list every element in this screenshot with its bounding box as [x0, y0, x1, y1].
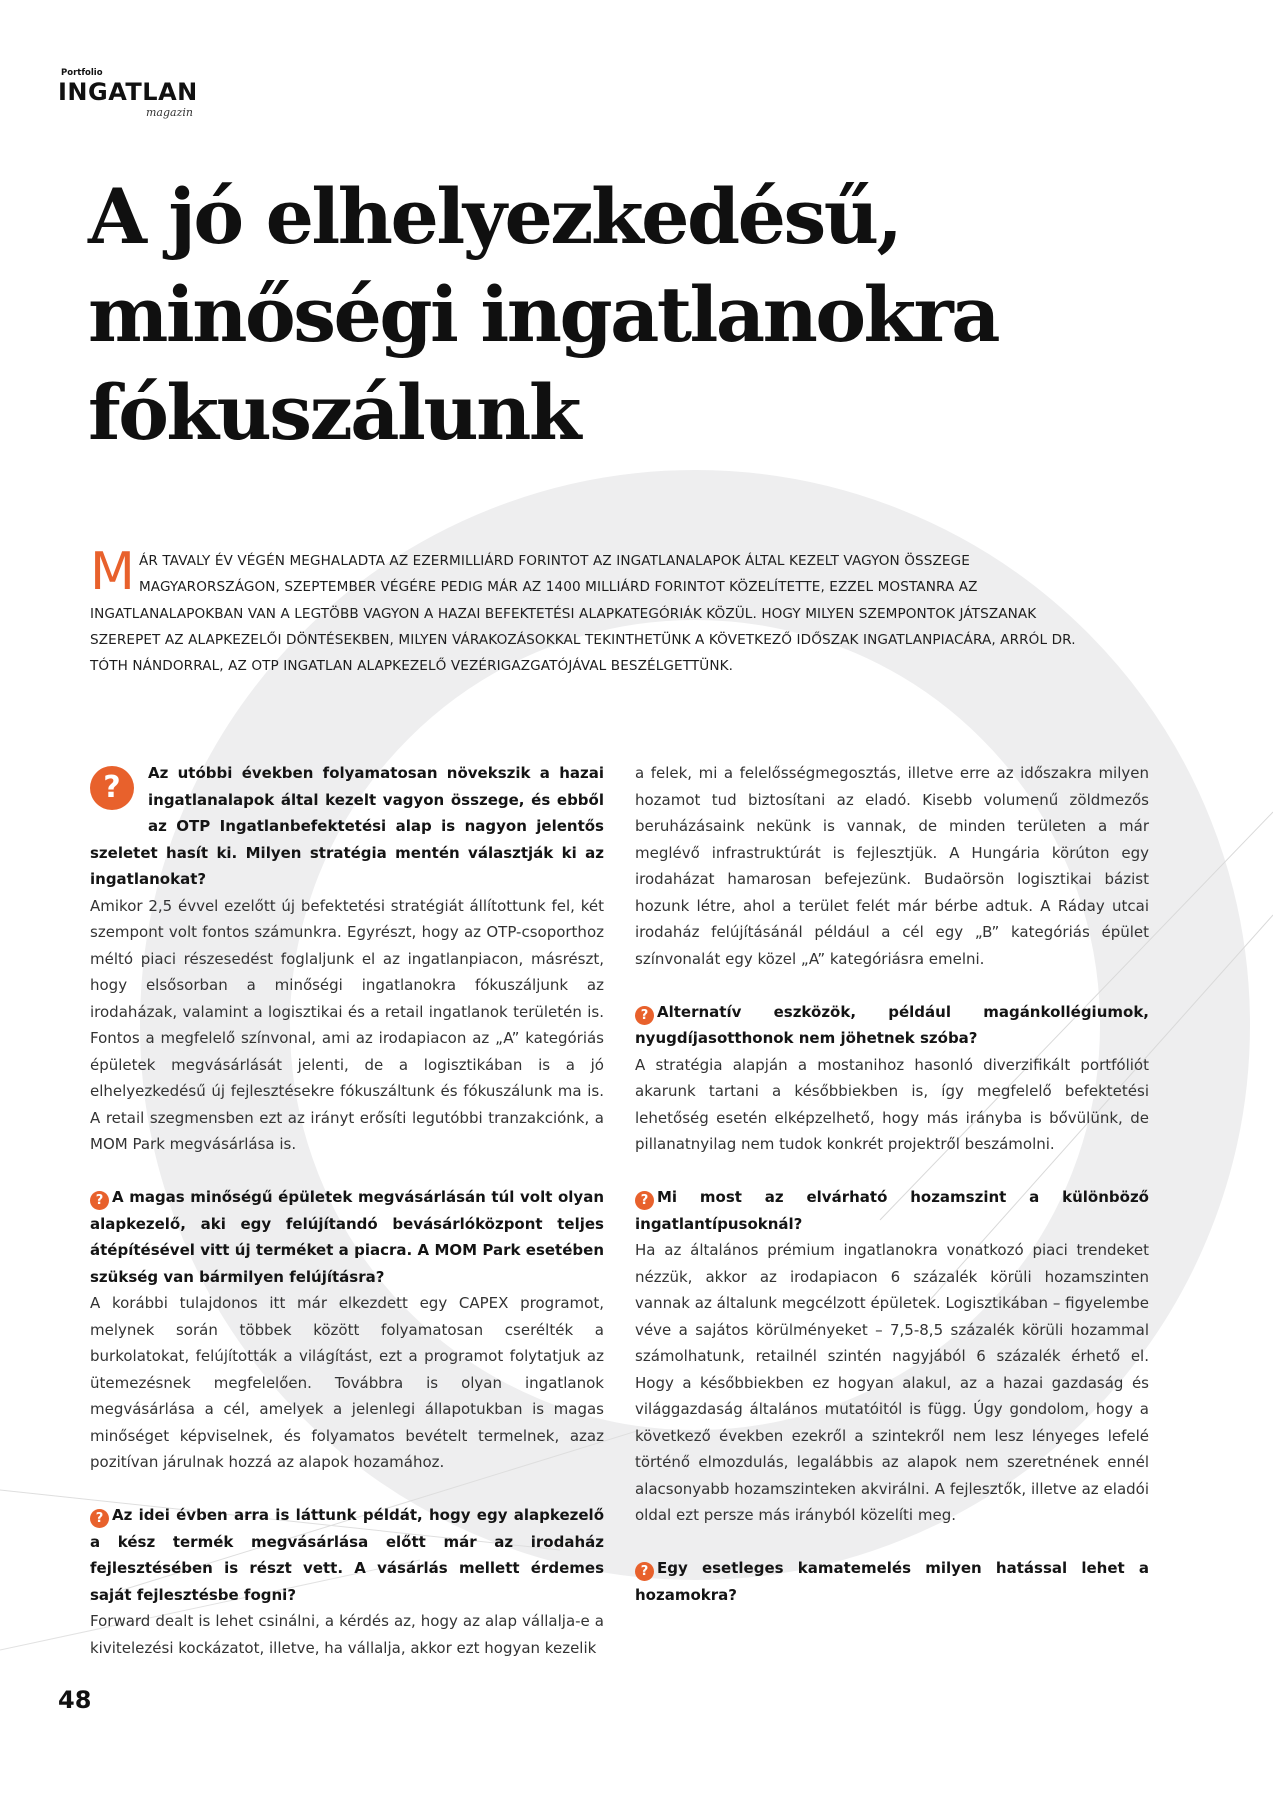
answer-3-continued: a felek, mi a felelősségmegosztás, illetve erre az időszakra milyen hozamot tud biztosítani az eladó. Kisebb volumenű zöldmezős beruházásaink nekünk is vannak, de minden területen a már meglévő infrastruktúrát is fejlesztjük. A Hungária körúton egy irodaházat hamarosan befejezünk. Budaörsön logisztikai bázist hozunk létre, ahol a terület felét már bérbe adtuk. A Ráday utcai irodaház felújításánál például a cél egy „B” kategóriás épület színvonalát egy közel „A” kategóriásra emelni.	[635, 764, 1149, 968]
headline-line-1: A jó elhelyezkedésű,	[88, 172, 901, 261]
question-5-text: Mi most az elvárható hozamszint a különböző ingatlantípusoknál?	[635, 1188, 1149, 1233]
question-6	[635, 1555, 1149, 1608]
answer-2: A korábbi tulajdonos itt már elkezdett egy CAPEX programot, melynek során többek között folyamatosan cserélték a burkolatokat, felújították a világítást, ezt a programot folytatjuk az ütemezésnek megfelelően. Továbbra is olyan ingatlanok megvásárlása a cél, amelyek a jelenlegi állapotukban is magas minőséget képviselnek, és folyamatos bevételt termelnek, azaz pozitívan járulnak hozzá az alapok hozamához.	[90, 1294, 604, 1471]
question-mark-icon: ?	[635, 1006, 654, 1025]
logo-subtitle: magazin	[146, 106, 193, 119]
headline-line-3: fókuszálunk	[88, 368, 580, 457]
question-mark-icon: ?	[635, 1562, 654, 1581]
left-column	[90, 760, 604, 1661]
logo-portfolio: Portfolio	[61, 68, 103, 78]
answer-5: Ha az általános prémium ingatlanokra vonatkozó piaci trendeket nézzük, akkor az irodapiacon 6 százalék körüli hozamszinten vannak az általunk megcélzott épületek. Logisztikában – figyelembe véve a sajátos körülményeket – 7,5-8,5 százalék körüli hozammal számolhatunk, retailnél szintén nagyjából 6 százalék érhető el. Hogy a későbbiekben ez hogyan alakul, az a hazai gazdaság és világgazdaság általános mutatóitól is függ. Úgy gondolom, hogy a következő években ezekről a szintekről nem lesz lényeges lefelé történő elmozdulás, legalábbis az alapok nem szeretnének ennél alacsonyabb hozamszinteken akvirálni. A fejlesztők, illetve az eladói oldal ezt persze más irányból közelíti meg.	[635, 1241, 1149, 1524]
lead-dropcap: M	[90, 542, 135, 602]
page-number: 48	[58, 1686, 92, 1714]
lead-paragraph	[90, 542, 1102, 679]
question-1-text: Az utóbbi években folyamatosan növekszik a hazai ingatlanalapok által kezelt vagyon összege, és ebből az OTP Ingatlanbefektetési alap is nagyon jelentős szeletet hasít ki. Milyen stratégia mentén választják ki az ingatlanokat?	[90, 764, 604, 888]
question-4	[635, 999, 1149, 1052]
question-5	[635, 1184, 1149, 1237]
lead-text: ÁR TAVALY ÉV VÉGÉN MEGHALADTA AZ EZERMILLIÁRD FORINTOT AZ INGATLANALAPOK ÁLTAL KEZELT VAGYON ÖSSZEGE MAGYARORSZÁGON, SZEPTEMBER VÉGÉRE PEDIG MÁR AZ 1400 MILLIÁRD FORINTOT KÖZELÍTETTE, EZZEL MOSTANRA AZ INGATLANALAPOKBAN VAN A LEGTÖBB VAGYON A HAZAI BEFEKTETÉSI ALAPKATEGÓRIÁK KÖZÜL. HOGY MILYEN SZEMPONTOK JÁTSZANAK SZEREPET AZ ALAPKEZELŐI DÖNTÉSEKBEN, MILYEN VÁRAKOZÁSOKKAL TEKINTHETÜNK A KÖVETKEZŐ IDŐSZAK INGATLANPIACÁRA, ARRÓL DR. TÓTH NÁNDORRAL, AZ OTP INGATLAN ALAPKEZELŐ VEZÉRIGAZGATÓJÁVAL BESZÉLGETTÜNK.	[90, 553, 1076, 675]
logo-title: INGATLAN	[58, 78, 198, 106]
right-column	[635, 760, 1149, 1608]
question-mark-icon: ?	[90, 1191, 109, 1210]
answer-4: A stratégia alapján a mostanihoz hasonló diverzifikált portfóliót akarunk tartani a későbbiekben is, így megfelelő befektetési lehetőség esetén elképzelhető, hogy más irányba is bővülünk, de pillanatnyilag nem tudok konkrét projektről beszámolni.	[635, 1055, 1149, 1153]
question-1	[90, 760, 604, 893]
question-mark-icon: ?	[635, 1191, 654, 1210]
answer-3: Forward dealt is lehet csinálni, a kérdés az, hogy az alap vállalja-e a kivitelezési kockázatot, illetve, ha vállalja, akkor ezt hogyan kezelik	[90, 1612, 604, 1657]
question-2	[90, 1184, 604, 1290]
answer-1: Amikor 2,5 évvel ezelőtt új befektetési stratégiát állítottunk fel, két szempont volt fontos számunkra. Egyrészt, hogy az OTP-csoporthoz méltó piaci részesedést foglaljunk el az ingatlanpiacon, másrészt, hogy elsősorban a minőségi ingatlanokra fókuszáljunk az irodaházak, valamint a logisztikai és a retail ingatlanok területén is. Fontos a megfelelő színvonal, ami az irodapiacon az „A” kategóriás épületek megvásárlását jelenti, de a logisztikában is a jó elhelyezkedésű új fejlesztésekre fókuszáltunk és fókuszálunk ma is. A retail szegmensben ezt az irányt erősíti legutóbbi tranzakciónk, a MOM Park megvásárlása is.	[90, 896, 604, 1153]
headline-line-2: minőségi ingatlanokra	[88, 270, 998, 359]
magazine-logo	[58, 68, 208, 120]
question-3	[90, 1502, 604, 1608]
question-mark-icon: ?	[90, 766, 134, 810]
question-6-text: Egy esetleges kamatemelés milyen hatással lehet a hozamokra?	[635, 1559, 1149, 1604]
question-4-text: Alternatív eszközök, például magánkollégiumok, nyugdíjasotthonok nem jöhetnek szóba?	[635, 1002, 1149, 1047]
question-3-text: Az idei évben arra is láttunk példát, hogy egy alapkezelő a kész termék megvásárlása előtt már az irodaház fejlesztésében is részt vett. A vásárlás mellett érdemes saját fejlesztésbe fogni?	[90, 1506, 604, 1604]
question-2-text: A magas minőségű épületek megvásárlásán túl volt olyan alapkezelő, aki egy felújítandó bevásárlóközpont teljes átépítésével vitt új terméket a piacra. A MOM Park esetében szükség van bármilyen felújításra?	[90, 1188, 604, 1286]
article-headline	[88, 168, 1208, 462]
question-mark-icon: ?	[90, 1509, 109, 1528]
